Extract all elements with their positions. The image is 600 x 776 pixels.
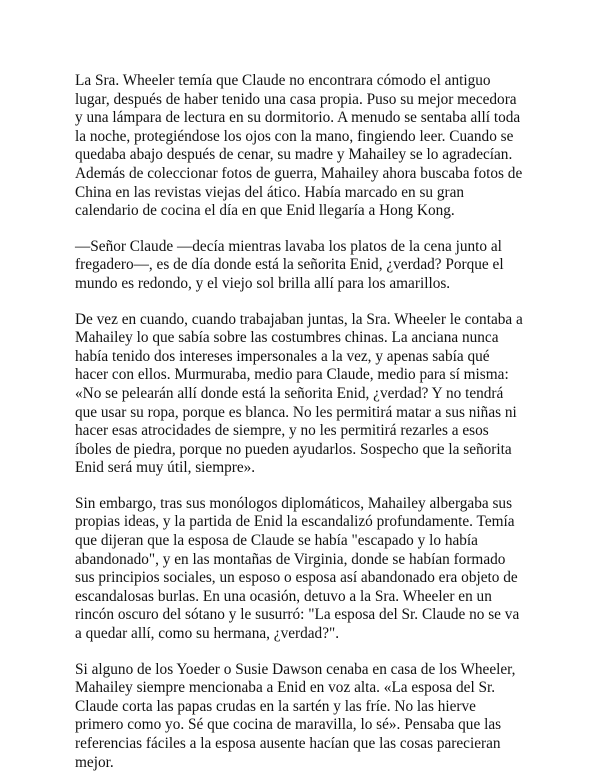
paragraph-2: —Señor Claude —decía mientras lavaba los platos de la cena junto al fregadero—, es de día donde está la señorita Enid, ¿verdad? Porque el mundo es redondo, y el viejo sol brilla allí para los amarillos. (75, 237, 504, 292)
paragraph-4: Sin embargo, tras sus monólogos diplomáticos, Mahailey albergaba sus propias ideas, y la partida de Enid la escandalizó profundamente. Temía que dijeran que la esposa de Claude se había "escapado y lo había abandonado", y en las montañas de Virginia, donde se habían formado sus principios sociales, un esposo o esposa así abandonado era objeto de escandalosas burlas. En una ocasión, detuvo a la Sra. Wheeler en un rincón oscuro del sótano y le susurró: "La esposa del Sr. Claude no se va a quedar allí, como su hermana, ¿verdad?". (75, 494, 520, 643)
paragraph-3: De vez en cuando, cuando trabajaban juntas, la Sra. Wheeler le contaba a Mahailey lo que sabía sobre las costumbres chinas. La anciana nunca había tenido dos intereses impersonales a la vez, y apenas sabía qué hacer con ellos. Murmuraba, medio para Claude, medio para sí misma: «No se pelearán allí donde está la señorita Enid, ¿verdad? Y no tendrá que usar su ropa, porque es blanca. No les permitirá matar a sus niñas ni hacer esas atrocidades de siempre, y no les permitirá rezarles a esos íboles de piedra, porque no pueden ayudarlos. Sospecho que la señorita Enid será muy útil, siempre». (75, 310, 523, 477)
body-text (75, 72, 526, 772)
paragraph-5: Si alguno de los Yoeder o Susie Dawson cenaba en casa de los Wheeler, Mahailey siempre mencionaba a Enid en voz alta. «La esposa del Sr. Claude corta las papas crudas en la sartén y las fríe. No las hierve primero como yo. Sé que cocina de maravilla, lo sé». Pensaba que las referencias fáciles a la esposa ausente hacían que las cosas parecieran mejor. (75, 660, 516, 771)
paragraph-1: La Sra. Wheeler temía que Claude no encontrara cómodo el antiguo lugar, después de haber tenido una casa propia. Puso su mejor mecedora y una lámpara de lectura en su dormitorio. A menudo se sentaba allí toda la noche, protegiéndose los ojos con la mano, fingiendo leer. Cuando se quedaba abajo después de cenar, su madre y Mahailey se lo agradecían. Además de coleccionar fotos de guerra, Mahailey ahora buscaba fotos de China en las revistas viejas del ático. Había marcado en su gran calendario de cocina el día en que Enid llegaría a Hong Kong. (75, 72, 523, 220)
